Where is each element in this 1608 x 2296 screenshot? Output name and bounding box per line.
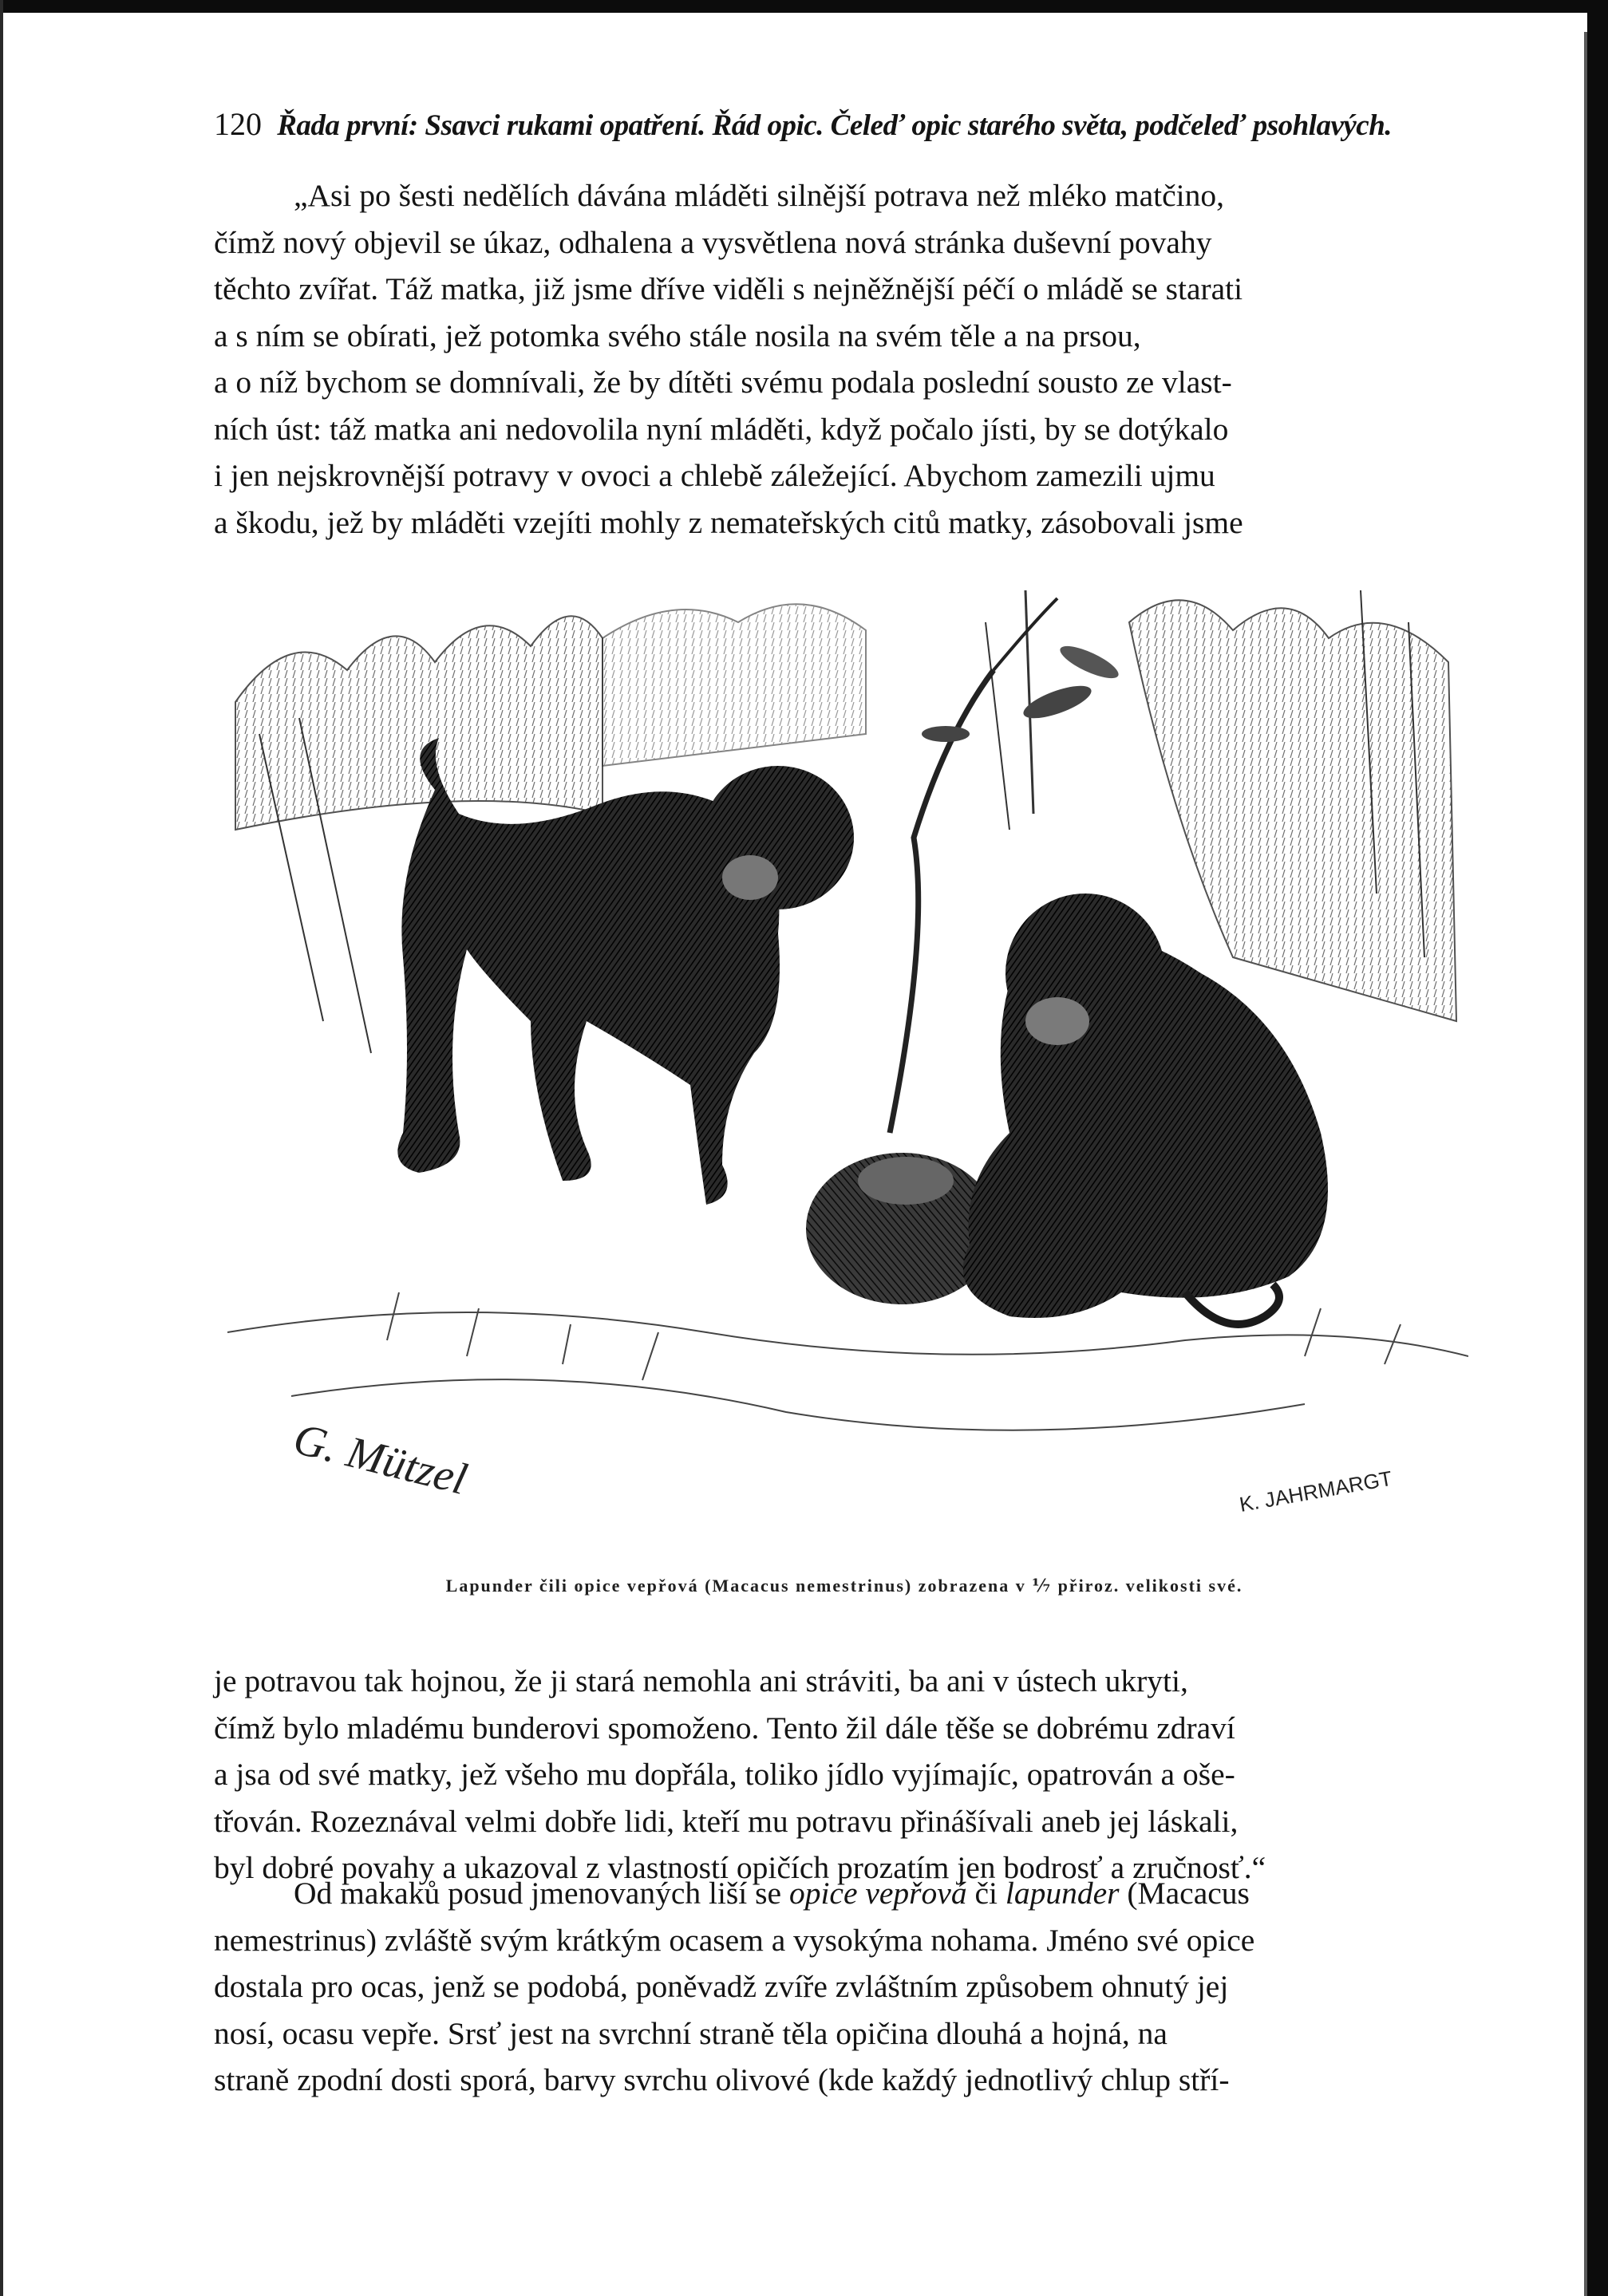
text-line: a jsa od své matky, jež všeho mu dopřála, toliko jídlo vyjímajíc, opatrován a oše- xyxy=(214,1757,1235,1792)
paragraph-1 xyxy=(214,172,1475,546)
ground xyxy=(227,1292,1468,1430)
text-line: čímž nový objevil se úkaz, odhalena a vysvětlena nová stránka duševní povahy xyxy=(214,224,1212,260)
text-line: a škodu, jež by mláděti vzejíti mohly z nemateřských citů matky, zásobovali jsme xyxy=(214,504,1243,540)
monkeys-engraving xyxy=(227,574,1468,1572)
text-line: těchto zvířat. Táž matka, již jsme dříve viděli s nejněžnější péčí o mládě se starati xyxy=(214,271,1243,306)
scan-edge-right-shadow xyxy=(1584,32,1587,2296)
running-head-title: Řada první: Ssavci rukami opatření. Řád opic. Čeleď opic starého světa, podčeleď psohlavých. xyxy=(277,109,1393,142)
figure-caption: Lapunder čili opice vepřová (Macacus nemestrinus) zobrazena v ⅐ přiroz. velikosti své. xyxy=(445,1576,1243,1596)
term-italic: lapunder xyxy=(1005,1876,1120,1911)
text-line: byl dobré povahy a ukazoval z vlastností opičích prozatím jen bodrosť a zručnosť.“ xyxy=(214,1850,1266,1885)
text-line: třován. Rozeznával velmi dobře lidi, kteří mu potravu přinášívali aneb jej láskali, xyxy=(214,1803,1239,1839)
text-line: Od makaků posud jmenovaných liší se opice vepřová či lapunder (Macacus xyxy=(294,1876,1250,1911)
text-line: straně zpodní dosti sporá, barvy svrchu olivové (kde každý jednotlivý chlup stří- xyxy=(214,2062,1230,2097)
scan-edge-right xyxy=(1587,0,1608,2296)
engraver-signature-2: K. JAHRMARGT xyxy=(1237,1466,1394,1517)
term-italic: opice vepřová xyxy=(788,1876,967,1911)
text-line: dostala pro ocas, jenž se podobá, poněvadž zvíře zvláštním způsobem ohnutý jej xyxy=(214,1969,1229,2004)
text-line: i jen nejskrovnější potravy v ovoci a chlebě záležející. Abychom zamezili ujmu xyxy=(214,458,1215,493)
text-line: a o níž bychom se domnívali, že by dítěti svému podala poslední sousto ze vlast- xyxy=(214,365,1232,400)
scan-edge-left xyxy=(0,0,3,2296)
text-line: a s ním se obírati, jež potomka svého stále nosila na svém těle a na prsou, xyxy=(214,318,1141,353)
left-monkey xyxy=(397,738,854,1205)
text-line: čímž bylo mladému bunderovi spomoženo. Tento žil dále těše se dobrému zdraví xyxy=(214,1710,1235,1746)
running-header xyxy=(214,102,1427,147)
engraver-signature: G. Mützel xyxy=(288,1414,472,1505)
paragraph-2 xyxy=(214,1658,1475,1892)
text-line: nosí, ocasu vepře. Srsť jest na svrchní straně těla opičina dlouhá a hojná, na xyxy=(214,2015,1167,2051)
text-line: „Asi po šesti nedělích dávána mláděti silnější potrava než mléko matčino, xyxy=(294,178,1225,213)
scan-edge-top xyxy=(0,0,1608,13)
text-line: ních úst: táž matka ani nedovolila nyní mláděti, když počalo jísti, by se dotýkalo xyxy=(214,411,1229,447)
engraving-illustration xyxy=(227,574,1468,1588)
paragraph-3 xyxy=(214,1870,1475,2104)
page-number: 120 xyxy=(214,106,262,142)
text-line: nemestrinus) zvláště svým krátkým ocasem a vysokýma nohama. Jméno své opice xyxy=(214,1922,1255,1958)
text-line: je potravou tak hojnou, že ji stará nemohla ani stráviti, ba ani v ústech ukryti, xyxy=(214,1663,1188,1698)
